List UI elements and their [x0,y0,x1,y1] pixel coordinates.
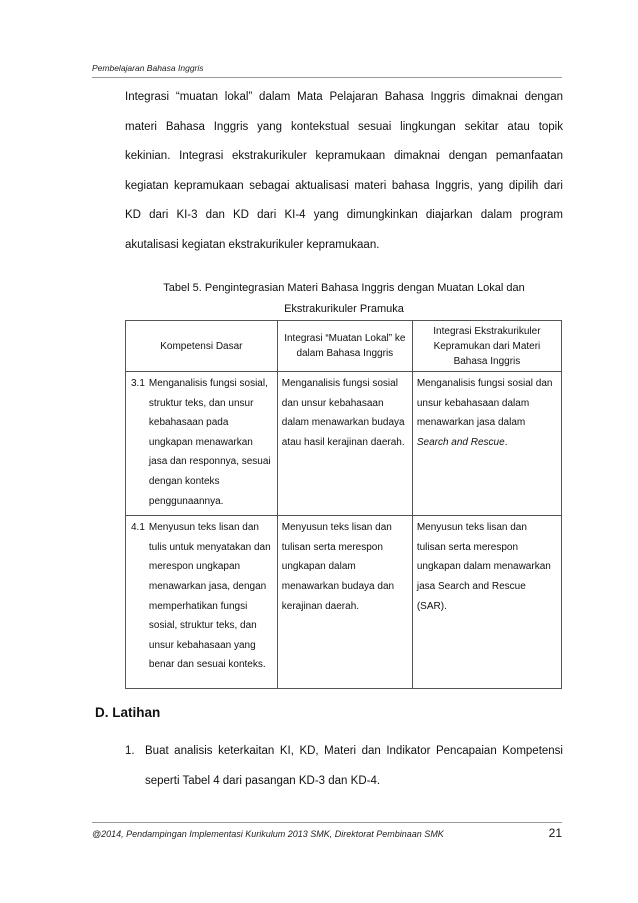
page-number: 21 [548,826,562,840]
exercise-number: 1. [125,745,135,757]
ekstrakurikuler-cell [412,516,561,689]
column-header-kompetensi-dasar: Kompetensi Dasar [126,321,278,372]
column-header-ekstrakurikuler: Integrasi Ekstrakurikuler Kepramukan dari Materi Bahasa Inggris [412,321,561,372]
header-divider [92,77,562,78]
exercise-text-line: seperti Tabel 4 dari pasangan KD-3 dan KD-4. [145,774,381,787]
column-header-muatan-lokal: Integrasi “Muatan Lokal” ke dalam Bahasa Inggris [277,321,412,372]
ekstra-text: Menyusun teks lisan dan tulisan serta merespon ungkapan dalam menawarkan jasa Search and Rescue (SAR). [416,522,551,612]
muatan-lokal-cell: Menyusun teks lisan dan tulisan serta merespon ungkapan dalam menawarkan budaya dan kerajinan daerah. [277,516,412,689]
running-header: Pembelajaran Bahasa Inggris [92,63,204,73]
kd-text: Menyusun teks lisan dan tulis untuk menyatakan dan merespon ungkapan menawarkan jasa, dengan memperhatikan fungsi sosial, struktur teks, dan unsur kebahasaan yang benar dan sesuai konteks. [148,522,271,671]
paragraph-line: materi Bahasa Inggris yang kontekstual sesuai lingkungan sekitar atau topik [125,120,563,133]
kd-cell [126,516,278,689]
integration-table [125,320,562,689]
paragraph-line: kegiatan kepramukaan sebagai aktualisasi materi bahasa Inggris, yang dipilih dari [125,179,563,192]
muatan-lokal-cell: Menganalisis fungsi sosial dan unsur kebahasaan dalam menawarkan budaya atau hasil kerajinan daerah. [277,372,412,516]
table-caption [125,278,563,320]
table-caption-line: Ekstrakurikuler Pramuka [284,303,404,315]
body-paragraph [125,83,563,261]
paragraph-line: akutalisasi kegiatan ekstrakurikuler kepramukaan. [125,238,380,251]
table-caption-line: Tabel 5. Pengintegrasian Materi Bahasa Inggris dengan Muatan Lokal dan [163,282,525,294]
ekstra-text: Menganalisis fungsi sosial dan unsur kebahasaan dalam menawarkan jasa dalam [416,378,553,429]
paragraph-line: KD dari KI-3 dan KD dari KI-4 yang dimungkinkan diajarkan dalam program [125,209,563,222]
ekstra-suffix: . [504,436,508,448]
kd-text: Menganalisis fungsi sosial, struktur teks, dan unsur kebahasaan pada ungkapan menawarkan jasa dan responnya, sesuai dengan konteks penggunaannya. [148,378,271,507]
kd-cell [126,372,278,516]
footer-text: @2014, Pendampingan Implementasi Kurikulum 2013 SMK, Direktorat Pembinaan SMK [92,829,444,839]
kd-number: 3.1 [131,378,145,389]
section-heading: D. Latihan [95,705,161,720]
ekstra-italic-text: Search and Rescue [416,436,505,448]
paragraph-line: kekinian. Integrasi ekstrakurikuler kepramukaan dimaknai dengan pemanfaatan [125,150,563,163]
paragraph-line: Integrasi “muatan lokal” dalam Mata Pelajaran Bahasa Inggris dimaknai dengan [125,91,563,103]
kd-number: 4.1 [131,522,145,534]
footer-divider [92,822,562,823]
exercise-text-line: Buat analisis keterkaitan KI, KD, Materi dan Indikator Pencapaian Kompetensi [145,745,563,757]
ekstrakurikuler-cell [412,372,561,516]
table-header-row [126,321,562,372]
exercise-item [125,737,563,796]
table-row [126,372,562,516]
table-row [126,516,562,689]
